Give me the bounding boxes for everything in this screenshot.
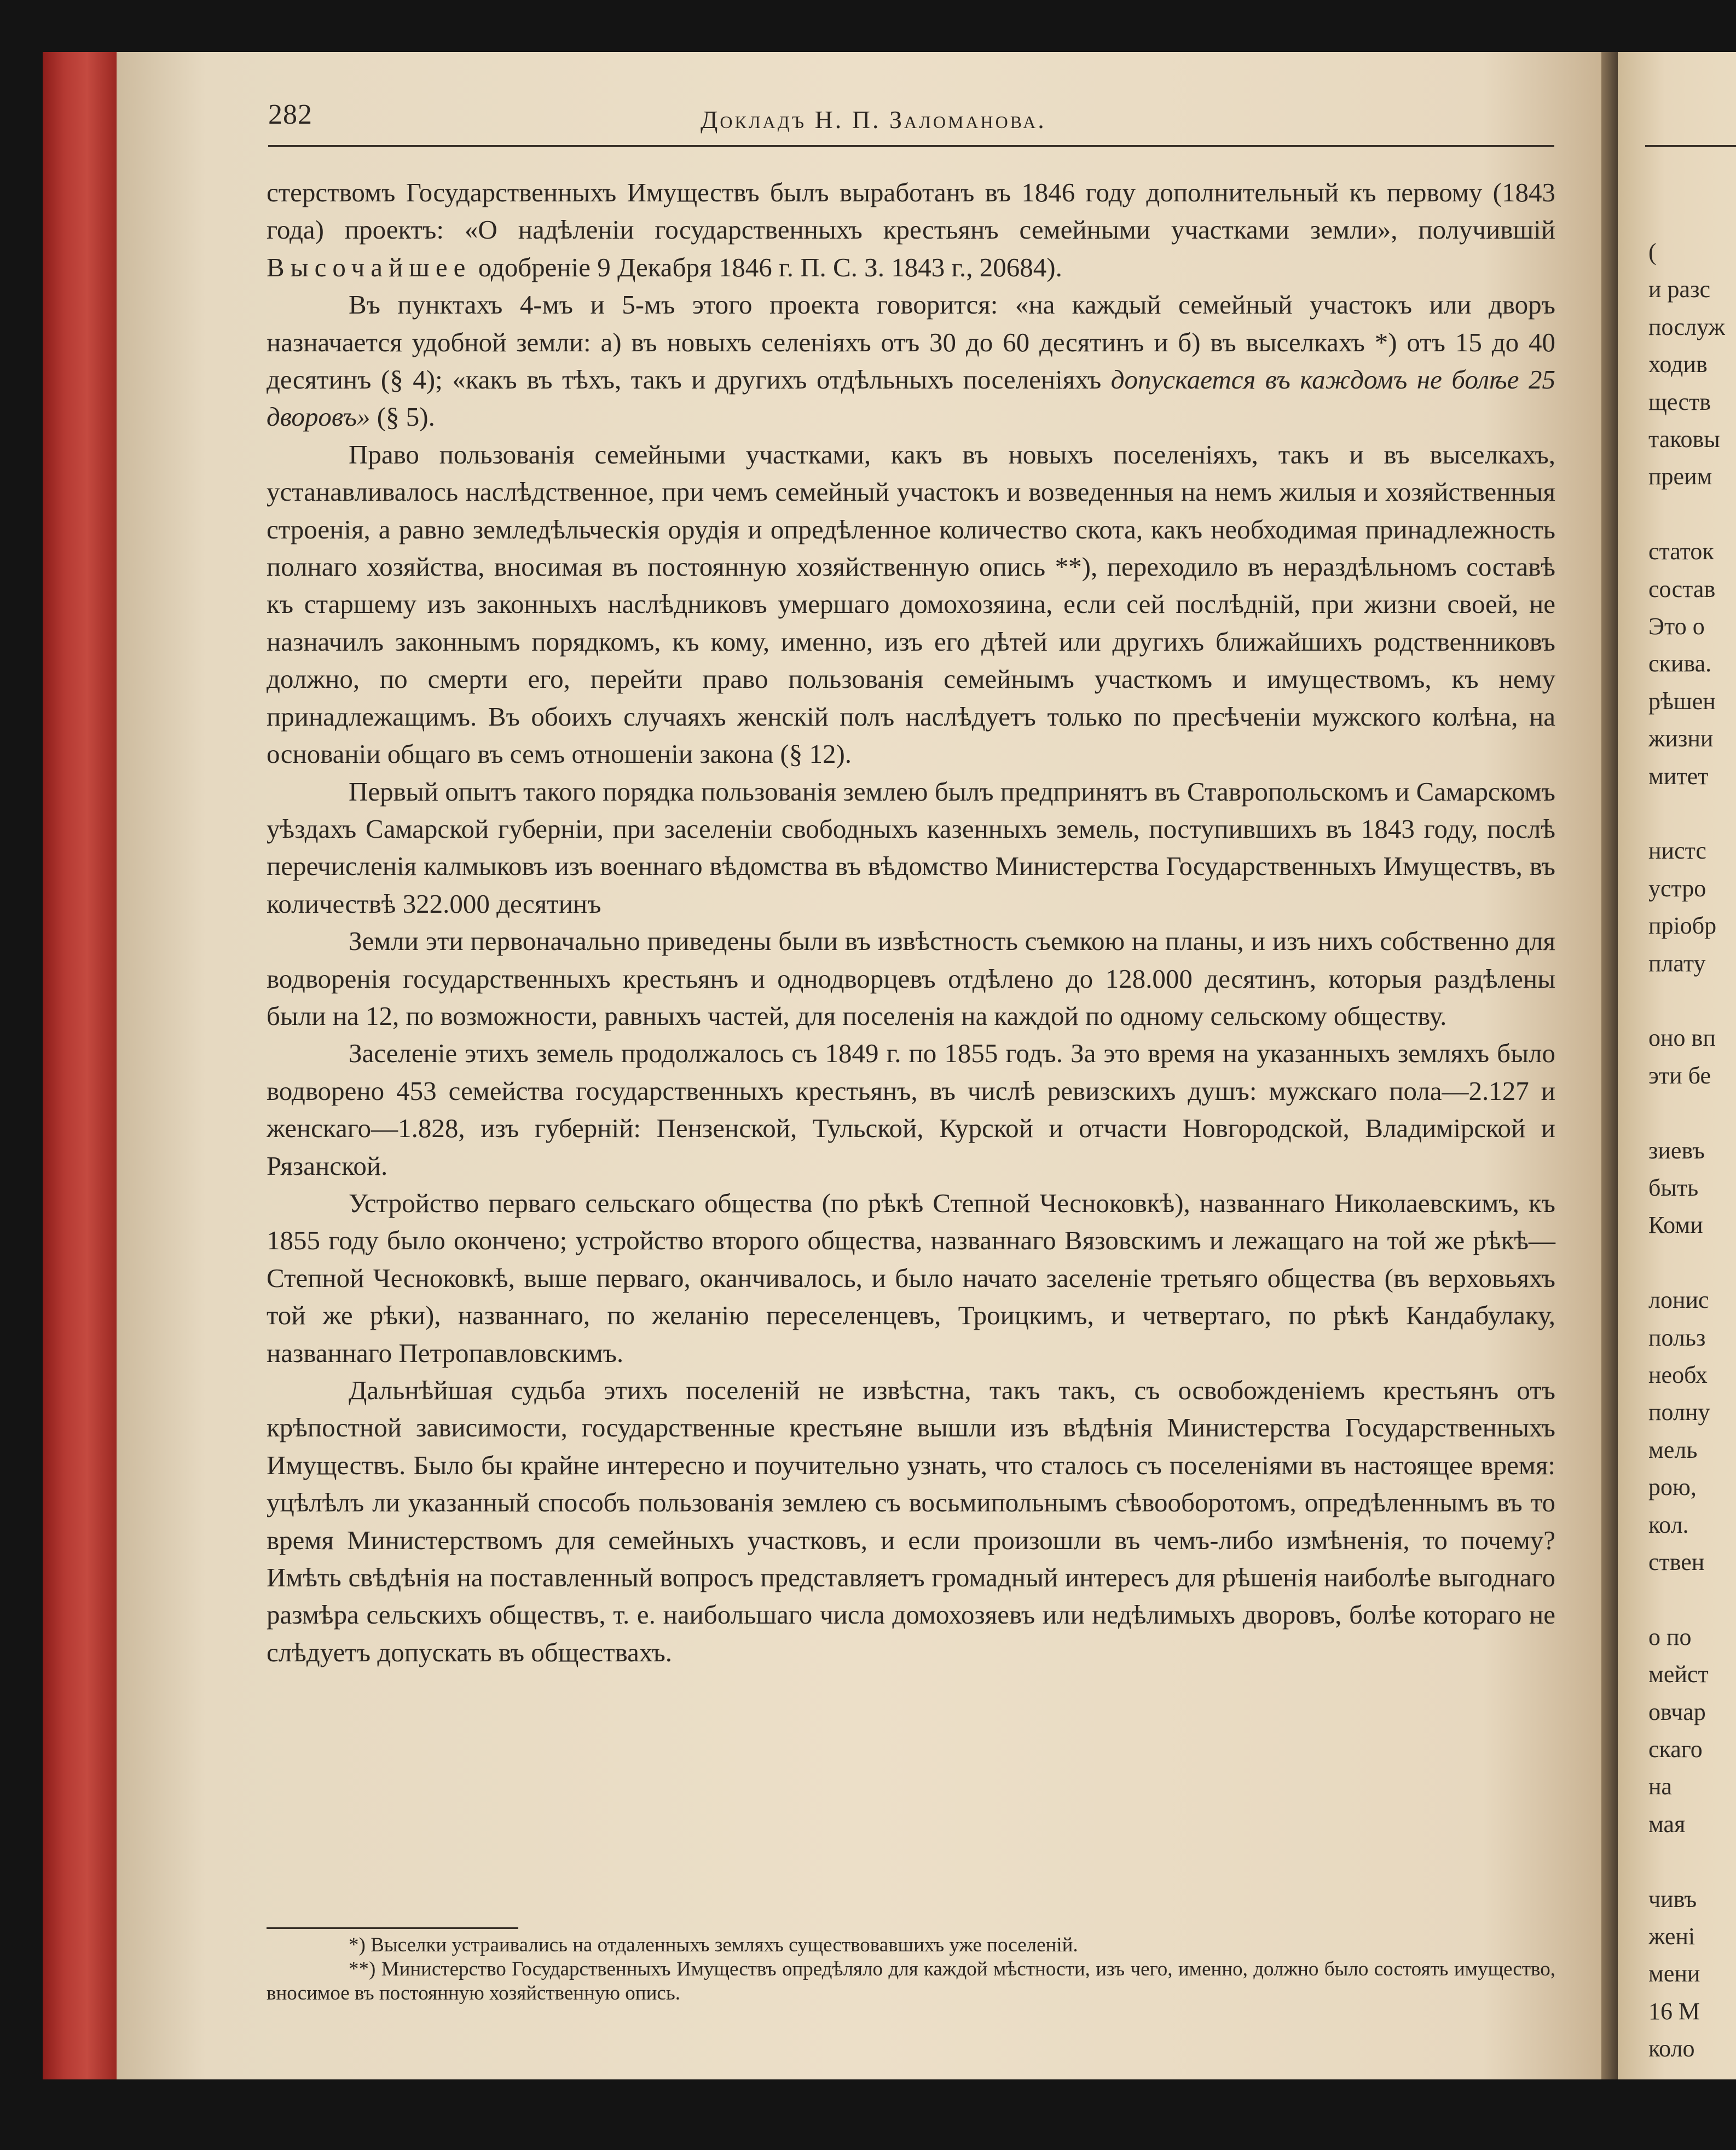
footnotes — [267, 1933, 1555, 2006]
next-page-line: лонис — [1648, 1286, 1709, 1314]
main-text — [267, 174, 1555, 1671]
paragraph-8: Дальнѣйшая судьба этихъ поселеній не извѣстна, такъ такъ, съ освобожденіемъ крестьянъ отъ крѣпостной зависимости, государственные крестьяне вышли изъ вѣдѣнія Министерства Государственныхъ Имуществъ. Было бы крайне интересно и поучительно узнать, что сталось съ поселеніями въ настоящее время: уцѣлѣлъ ли указанный способъ пользованія землею съ восьмипольнымъ сѣвооборотомъ, опредѣленнымъ въ то время Министерствомъ для семейныхъ участковъ, и если произошли въ чемъ-либо измѣненія, то почему? Имѣть свѣдѣнія на поставленный вопросъ представляетъ громадный интересъ для рѣшенія наиболѣе выгоднаго размѣра сельскихъ обществъ, т. е. наибольшаго числа домохозяевъ или недѣлимыхъ дворовъ, болѣе котораго не слѣдуетъ допускать въ обществахъ. — [267, 1375, 1555, 1667]
footnote-1: *) Выселки устраивались на отдаленныхъ земляхъ существовавшихъ уже поселеній. — [349, 1934, 1078, 1956]
red-book-spine — [43, 52, 120, 2079]
next-page-line: скаго — [1648, 1736, 1703, 1763]
next-page-line: митет — [1648, 762, 1709, 790]
next-page-line: польз — [1648, 1324, 1706, 1351]
next-page-line: коло — [1648, 2035, 1695, 2062]
paragraph-2 — [267, 286, 1555, 436]
next-page-line: эти бе — [1648, 1062, 1711, 1089]
next-page-line: плату — [1648, 949, 1706, 977]
next-page-edge — [1618, 52, 1736, 2079]
next-page-line: ( — [1648, 239, 1657, 265]
paragraph-4: Первый опытъ такого порядка пользованія землею былъ предпринятъ въ Ставропольскомъ и Самарскомъ уѣздахъ Самарской губерніи, при заселеніи свободныхъ казенныхъ земель, поступившихъ въ 1843 году, послѣ перечисленія калмыковъ изъ военнаго вѣдомства въ вѣдомство Министерства Государственныхъ Имуществъ, въ количествѣ 322.000 десятинъ — [267, 776, 1555, 919]
running-title: Докладъ Н. П. Заломанова. — [701, 106, 1046, 134]
next-page-line: мени — [1648, 1960, 1700, 1987]
next-page-line: зиевъ — [1648, 1137, 1705, 1164]
next-page-line: ходив — [1648, 351, 1708, 378]
next-page-line: необх — [1648, 1361, 1708, 1388]
next-page-line: на — [1648, 1773, 1673, 1800]
next-page-line: жені — [1648, 1923, 1696, 1950]
next-page-line: мель — [1648, 1436, 1698, 1463]
next-page-line: рою, — [1648, 1474, 1697, 1501]
next-page-line: полну — [1648, 1399, 1710, 1426]
next-page-line: чивъ — [1648, 1885, 1697, 1913]
next-page-line: нистс — [1648, 837, 1706, 865]
next-page-line: и разс — [1648, 276, 1710, 303]
paragraph-7: Устройство перваго сельскаго общества (по рѣкѣ Степной Чесноковкѣ), названнаго Николаевскимъ, къ 1855 году было окончено; устройство второго общества, названнаго Вязовскимъ и лежащаго на той же рѣкѣ—Степной Чесноковкѣ, выше перваго, оканчивалось, и было начато заселеніе третьяго общества (въ верховьяхъ той же рѣки), названнаго, по желанію переселенцевъ, Троицкимъ, и четвертаго, по рѣкѣ Кандабулаку, названнаго Петропавловскимъ. — [267, 1187, 1555, 1368]
next-page-line: ществ — [1648, 388, 1711, 415]
next-page-line: устро — [1648, 874, 1706, 902]
next-page-line: о по — [1648, 1623, 1692, 1650]
next-page-line: мейст — [1648, 1661, 1709, 1688]
next-page-line: овчар — [1648, 1698, 1706, 1725]
paragraph-1-spaced-word: Высочайшее — [267, 252, 472, 282]
next-page-line: таковы — [1648, 426, 1720, 453]
paragraph-1-text-a: стерствомъ Государственныхъ Имуществъ былъ выработанъ въ 1846 году дополнительный къ первому (1843 года) проектъ: «О надѣленіи государственныхъ крестьянъ семейными участками земли», получившій — [267, 177, 1555, 245]
next-page-header-rule — [1645, 145, 1736, 147]
paragraph-3: Право пользованія семейными участками, какъ въ новыхъ поселеніяхъ, такъ и въ выселкахъ, устанавливалось наслѣдственное, при чемъ семейный участокъ и возведенныя на немъ жилыя и хозяйственныя строенія, а равно земледѣльческія орудія и опредѣленное количество скота, какъ необходимая принадлежность полнаго хозяйства, вносимая въ постоянную хозяйственную опись **), переходило въ нераздѣльномъ составѣ къ старшему изъ законныхъ наслѣдниковъ умершаго домохозяина, если сей послѣдній, при жизни своей, не назначилъ законнымъ порядкомъ, къ кому, именно, изъ его дѣтей или другихъ ближайшихъ родственниковъ должно, по смерти его, перейти право пользованія семейнымъ участкомъ и имуществомъ, къ нему принадлежащимъ. Въ обоихъ случаяхъ женскій полъ наслѣдуетъ только по пресѣченіи мужского колѣна, на основаніи общаго въ семъ отношеніи закона (§ 12). — [267, 439, 1555, 769]
next-page-line: кол. — [1648, 1511, 1689, 1538]
footnote-2: **) Министерство Государственныхъ Имуществъ опредѣляло для каждой мѣстности, изъ чего, именно, должно было состоять имущество, вносимое въ постоянную хозяйственную опись. — [267, 1958, 1555, 2004]
paragraph-2-italic: допускается въ каждомъ не болѣе 25 дворовъ» — [267, 364, 1555, 432]
next-page-line: быть — [1648, 1174, 1699, 1201]
paragraph-2-text-a: Въ пунктахъ 4-мъ и 5-мъ этого проекта говорится: «на каждый семейный участокъ или дворъ назначается удобной земли: а) въ новыхъ селеніяхъ отъ 30 до 60 десятинъ и б) въ выселкахъ *) отъ 15 до 40 десятинъ (§ 4); «какъ въ тѣхъ, такъ и другихъ отдѣльныхъ поселеніяхъ — [267, 289, 1555, 395]
next-page-line: скива. — [1648, 650, 1712, 677]
page-number: 282 — [268, 99, 313, 130]
page-header — [268, 98, 1554, 142]
next-page-line: послуж — [1648, 313, 1725, 340]
next-page-line: пріобр — [1648, 912, 1717, 940]
next-page-line: мая — [1648, 1810, 1686, 1838]
next-page-line: оно вп — [1648, 1024, 1716, 1052]
paragraph-6: Заселеніе этихъ земель продолжалось съ 1849 г. по 1855 годъ. За это время на указанныхъ земляхъ было водворено 453 семейства государственныхъ крестьянъ, въ числѣ ревизскихъ душъ: мужскаго пола—2.127 и женскаго—1.828, изъ губерній: Пензенской, Тульской, Курской и отчасти Новгородской, Владимірской и Рязанской. — [267, 1038, 1555, 1181]
book-gutter — [1601, 52, 1618, 2079]
next-page-line: 16 М — [1648, 1997, 1700, 2025]
next-page-line: преим — [1648, 463, 1712, 490]
next-page-line: статок — [1648, 538, 1714, 565]
next-page-line: состав — [1648, 575, 1716, 602]
footnote-rule — [267, 1927, 518, 1929]
paragraph-1-text-b: одобреніе 9 Декабря 1846 г. П. С. З. 1843 г., 20684). — [471, 252, 1062, 282]
paragraph-5: Земли эти первоначально приведены были въ извѣстность съемкою на планы, и изъ нихъ собственно для водворенія государственныхъ крестьянъ и однодворцевъ отдѣлено до 128.000 десятинъ, которыя раздѣлены были на 12, по возможности, равныхъ частей, для поселенія на каждой по одному сельскому обществу. — [267, 926, 1555, 1031]
paragraph-2-text-b: (§ 5). — [370, 402, 435, 432]
next-page-line: ствен — [1648, 1549, 1705, 1575]
header-rule — [268, 145, 1554, 147]
next-page-line: Это о — [1648, 613, 1705, 640]
paragraph-1 — [267, 174, 1555, 286]
next-page-line: рѣшен — [1648, 687, 1716, 715]
next-page-line: Коми — [1648, 1212, 1703, 1239]
next-page-line: жизни — [1648, 725, 1714, 752]
